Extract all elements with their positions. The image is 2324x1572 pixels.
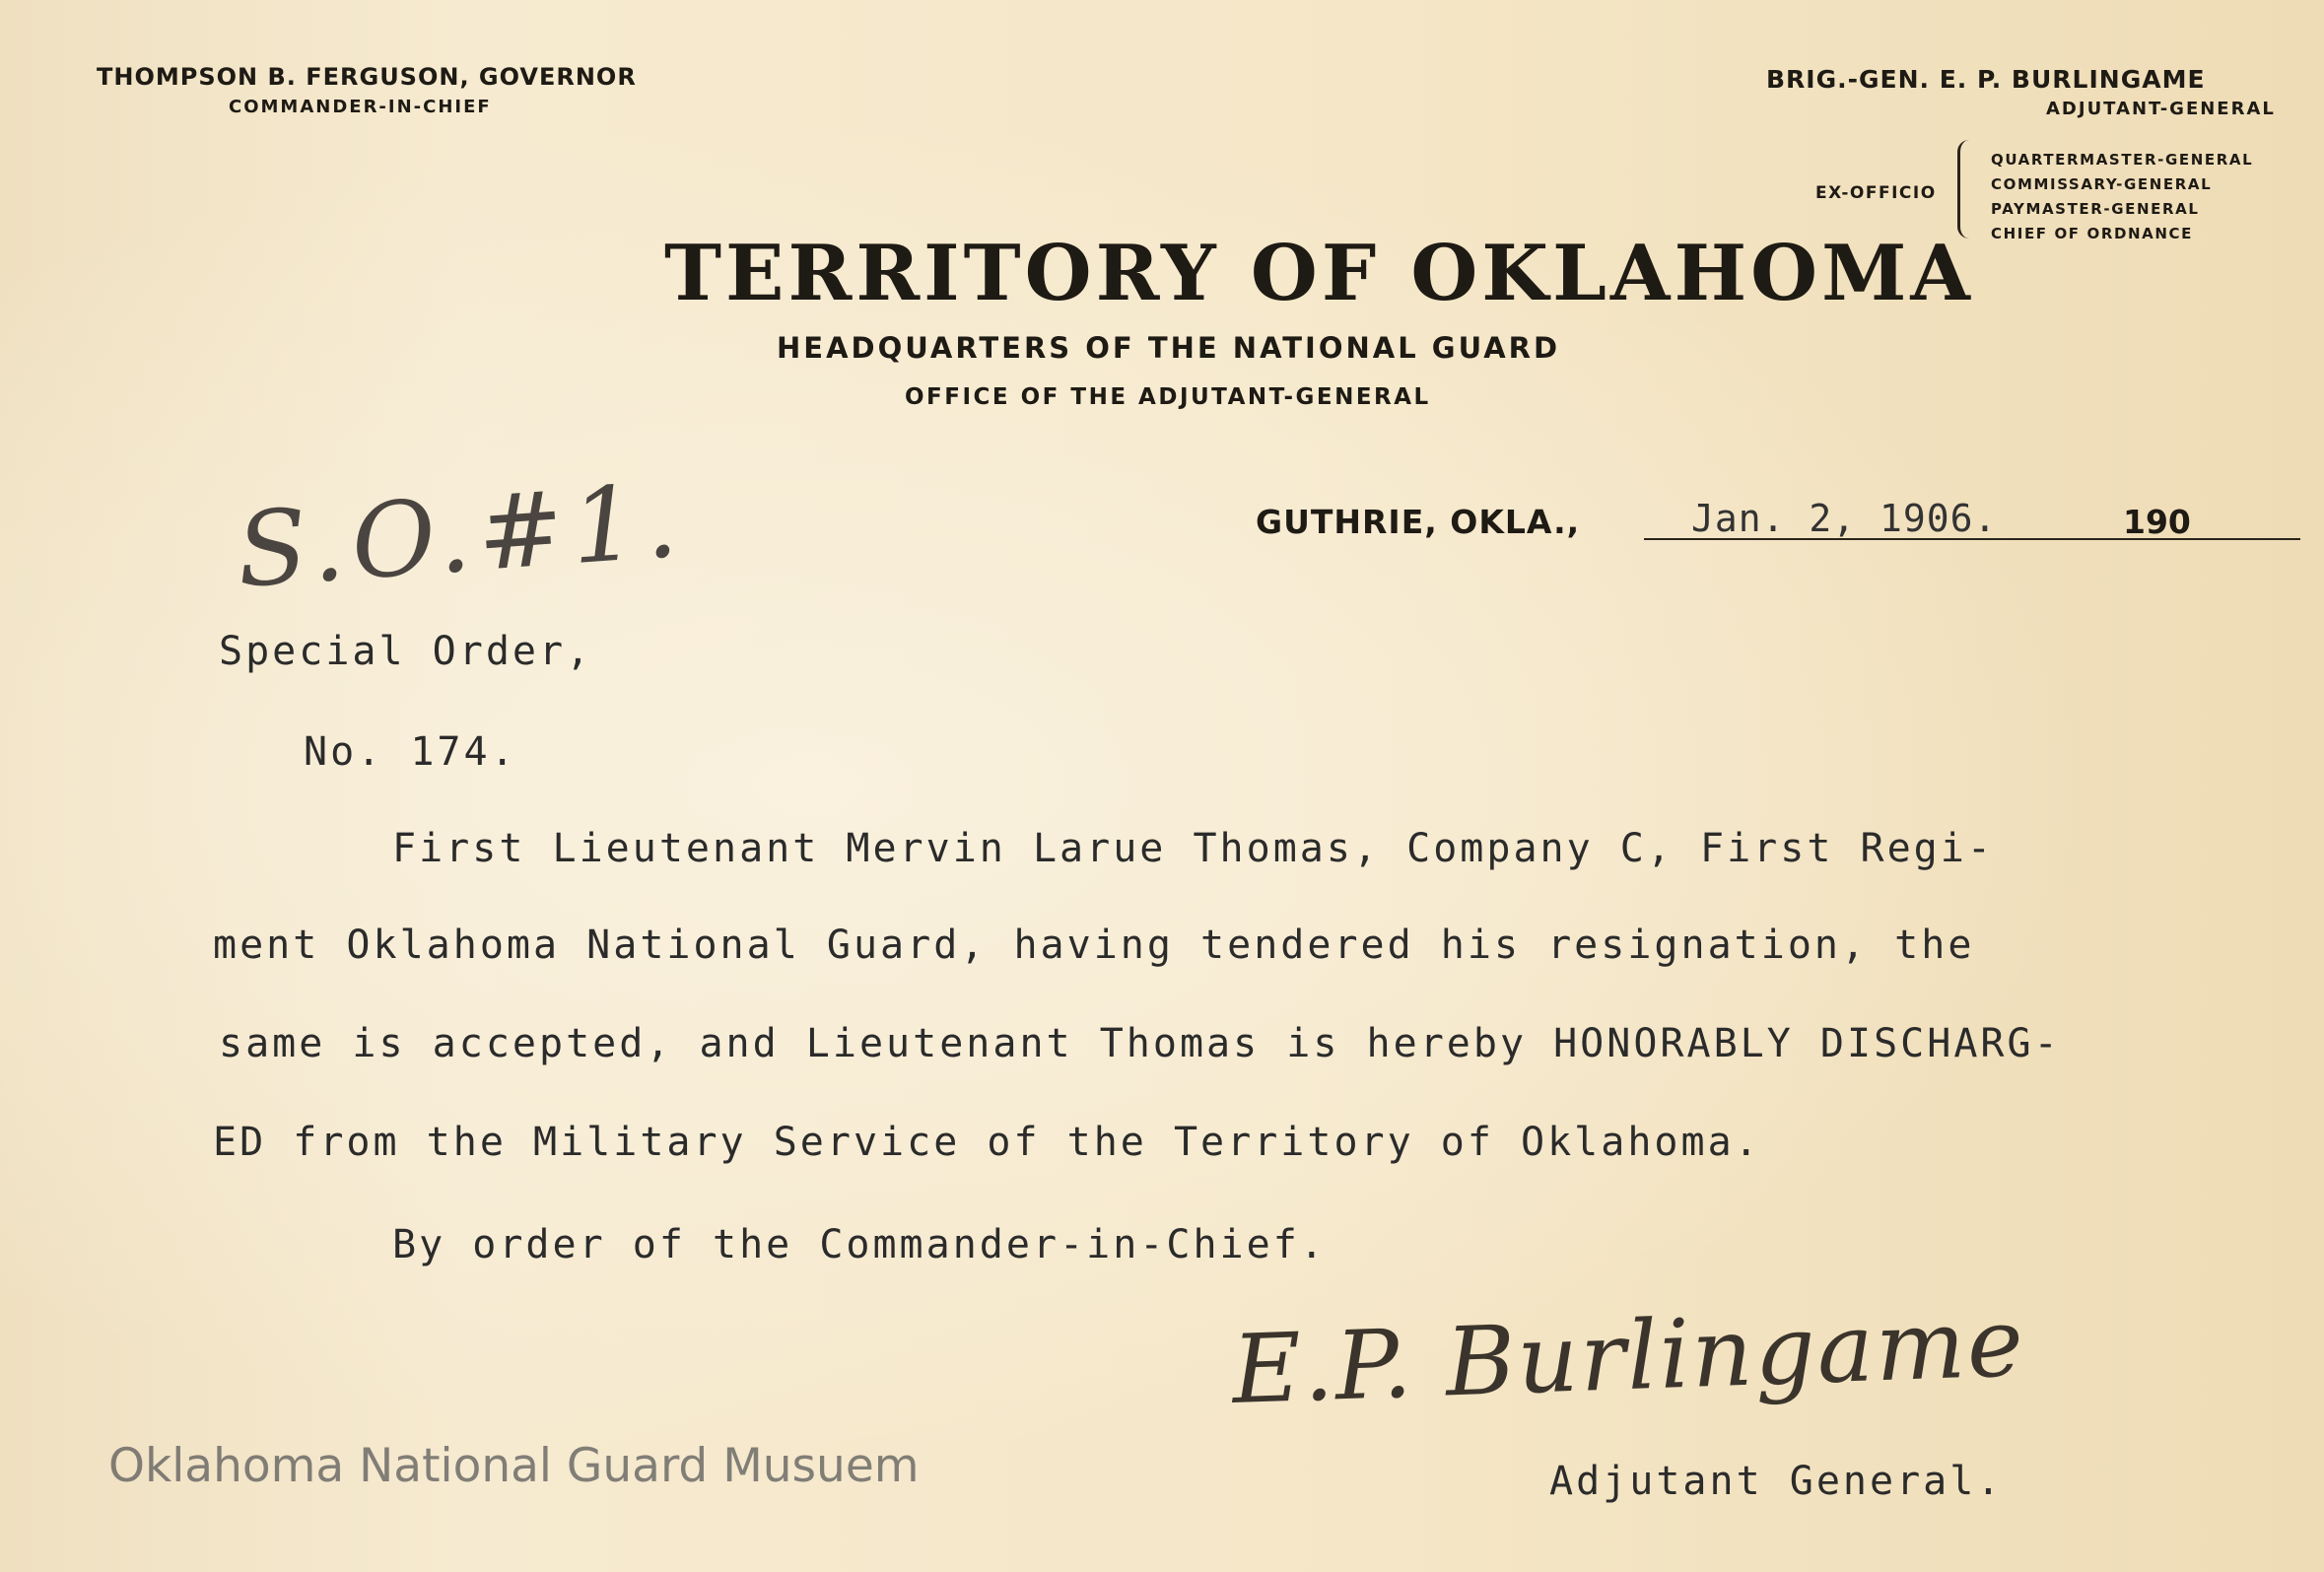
order-closing: By order of the Commander-in-Chief. <box>392 1222 1327 1267</box>
printed-year-prefix: 190 <box>2123 503 2191 541</box>
letterhead-subtitle: HEADQUARTERS OF THE NATIONAL GUARD <box>777 331 1561 365</box>
signature: E.P. Burlingame <box>1230 1286 2027 1426</box>
handwritten-order-note: S.O.#1. <box>233 459 689 611</box>
adjutant-general-title: ADJUTANT-GENERAL <box>2046 99 2276 119</box>
adjutant-general-name: BRIG.-GEN. E. P. BURLINGAME <box>1766 65 2206 94</box>
ex-officio-role: PAYMASTER-GENERAL <box>1991 200 2200 218</box>
letterhead-office: OFFICE OF THE ADJUTANT-GENERAL <box>905 384 1431 410</box>
ex-officio-brace <box>1957 140 1974 239</box>
signatory-title: Adjutant General. <box>1549 1459 2004 1504</box>
order-heading: Special Order, <box>219 629 593 674</box>
letterhead-title: TERRITORY OF OKLAHOMA <box>664 229 1974 318</box>
order-number: No. 174. <box>304 729 517 775</box>
ex-officio-role: CHIEF OF ORDNANCE <box>1991 225 2194 242</box>
order-body-line: same is accepted, and Lieutenant Thomas is hereby HONORABLY DISCHARG- <box>219 1021 2061 1066</box>
typed-date: Jan. 2, 1906. <box>1691 497 1998 540</box>
ex-officio-label: EX-OFFICIO <box>1815 183 1937 203</box>
governor-title: COMMANDER-IN-CHIEF <box>229 97 492 117</box>
ex-officio-role: QUARTERMASTER-GENERAL <box>1991 151 2254 169</box>
order-body-line: ED from the Military Service of the Territory of Oklahoma. <box>213 1120 1761 1165</box>
order-body-line: First Lieutenant Mervin Larue Thomas, Company C, First Regi- <box>392 826 1994 871</box>
museum-watermark: Oklahoma National Guard Musuem <box>108 1439 920 1493</box>
order-body-line: ment Oklahoma National Guard, having tendered his resignation, the <box>213 923 1975 968</box>
governor-name: THOMPSON B. FERGUSON, GOVERNOR <box>97 63 637 91</box>
dateline-place: GUTHRIE, OKLA., <box>1256 503 1581 541</box>
ex-officio-role: COMMISSARY-GENERAL <box>1991 175 2213 193</box>
ex-officio-roles <box>1991 148 2253 246</box>
